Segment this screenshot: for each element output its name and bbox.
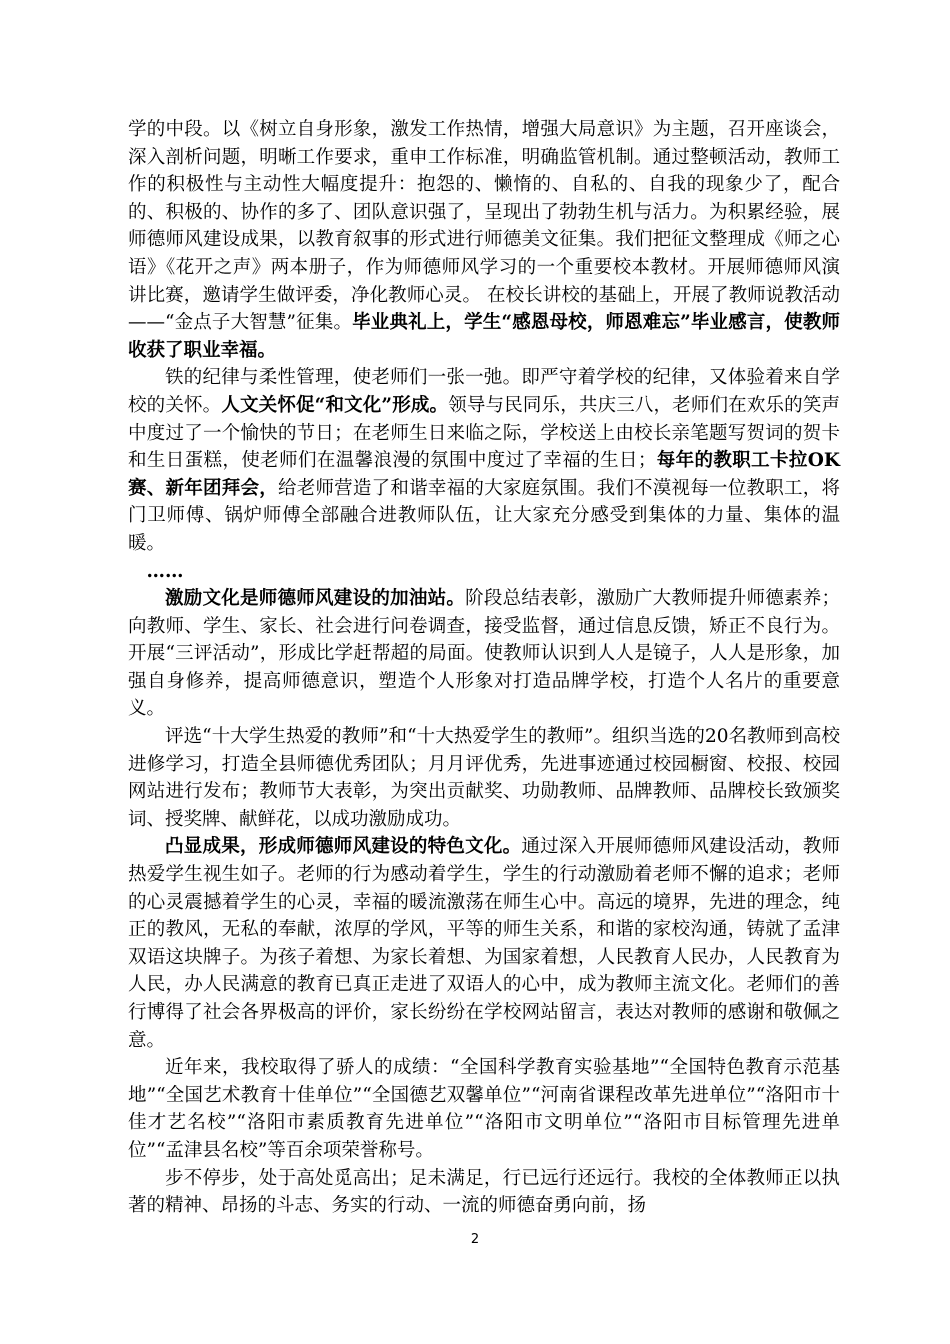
text-run: 领导与民同乐，共庆三八，老师们在欢乐的笑声中度过了一个愉快的节日；在老师生日来临之际，学校送上由校长亲笔题写贺词的贺卡和生日蛋糕，使老师们在温馨浪漫的氛围中度过了幸福的生日； [128, 394, 840, 472]
paragraph-p1 [128, 116, 840, 364]
bold-text: 每年的教职工卡拉OK赛、新年团拜会， [128, 450, 840, 499]
bold-text: 人文关怀促“和文化”形成。 [221, 394, 449, 416]
text-run: 近年来，我校取得了骄人的成绩：“全国科学教育实验基地”“全国特色教育示范基地”“全国艺术教育十佳单位”“全国德艺双馨单位”“河南省课程改革先进单位”“洛阳市十佳才艺名校”“洛阳市素质教育先进单位”“洛阳市文明单位”“洛阳市目标管理先进单位”“孟津县名校”等百余项荣誉称号。 [128, 1057, 840, 1161]
paragraph-p5 [128, 723, 840, 833]
text-run: 步不停步，处于高处觅高出；足未满足，行已远行还远行。我校的全体教师正以执著的精神、昂扬的斗志、务实的行动、一流的师德奋勇向前，扬 [128, 1167, 840, 1217]
paragraph-p3 [128, 558, 840, 586]
paragraph-p7 [128, 1054, 840, 1164]
paragraph-p2 [128, 364, 840, 557]
text-run: 阶段总结表彰，激励广大教师提升师德素养；向教师、学生、家长、社会进行问卷调查，接受监督，通过信息反馈，矫正不良行为。开展“三评活动”，形成比学赶帮超的局面。使教师认识到人人是镜子，人人是形象，加强自身修养，提高师德意识，塑造个人形象对打造品牌学校，打造个人名片的重要意义。 [128, 588, 840, 720]
bold-text: 激励文化是师德师风建设的加油站。 [165, 588, 466, 610]
bold-text: 凸显成果，形成师德师风建设的特色文化。 [165, 836, 522, 858]
paragraph-p6 [128, 833, 840, 1054]
paragraph-p4 [128, 585, 840, 723]
text-run: 评选“十大学生热爱的教师”和“十大热爱学生的教师”。组织当选的20名教师到高校进修学习，打造全县师德优秀团队；月月评优秀，先进事迹通过校园橱窗、校报、校园网站进行发布；教师节大表彰，为突出贡献奖、功勋教师、品牌教师、品牌校长致颁奖词、授奖牌、献鲜花，以成功激励成功。 [128, 726, 840, 830]
text-run: 通过深入开展师德师风建设活动，教师热爱学生视生如子。老师的行为感动着学生，学生的行动激励着老师不懈的追求；老师的心灵震撼着学生的心灵，幸福的暖流激荡在师生心中。高远的境界，先进的理念，纯正的教风，无私的奉献，浓厚的学风，平等的师生关系，和谐的家校沟通，铸就了孟津双语这块牌子。为孩子着想、为家长着想、为国家着想，人民教育人民办，人民教育为人民，办人民满意的教育已真正走进了双语人的心中，成为教师主流文化。老师们的善行博得了社会各界极高的评价，家长纷纷在学校网站留言，表达对教师的感谢和敬佩之意。 [128, 836, 840, 1051]
text-run: 给老师营造了和谐幸福的大家庭氛围。我们不漠视每一位教职工，将门卫师傅、锅炉师傅全部融合进教师队伍，让大家充分感受到集体的力量、集体的温暖。 [128, 477, 840, 554]
text-run: 学的中段。以《树立自身形象，激发工作热情，增强大局意识》为主题，召开座谈会，深入剖析问题，明晰工作要求，重申工作标准，明确监管机制。通过整顿活动，教师工作的积极性与主动性大幅度提升：抱怨的、懒惰的、自私的、自我的现象少了，配合的、积极的、协作的多了、团队意识强了，呈现出了勃勃生机与活力。为积累经验，展师德师风建设成果，以教育叙事的形式进行师德美文征集。我们把征文整理成《师之心语》《花开之声》两本册子，作为师德师风学习的一个重要校本教材。开展师德师风演讲比赛，邀请学生做评委，净化教师心灵。 在校长讲校的基础上，开展了教师说教活动——“金点子大智慧”征集。 [128, 119, 840, 334]
paragraph-p8 [128, 1165, 840, 1220]
bold-text: 毕业典礼上，学生“感恩母校，师恩难忘”毕业感言，使教师收获了职业幸福。 [128, 312, 840, 361]
text-run: 铁的纪律与柔性管理，使老师们一张一弛。即严守着学校的纪律，又体验着来自学校的关怀。 [128, 367, 840, 416]
document-body [128, 116, 840, 1220]
page-number: 2 [470, 1232, 480, 1247]
bold-text: …… [146, 560, 184, 582]
